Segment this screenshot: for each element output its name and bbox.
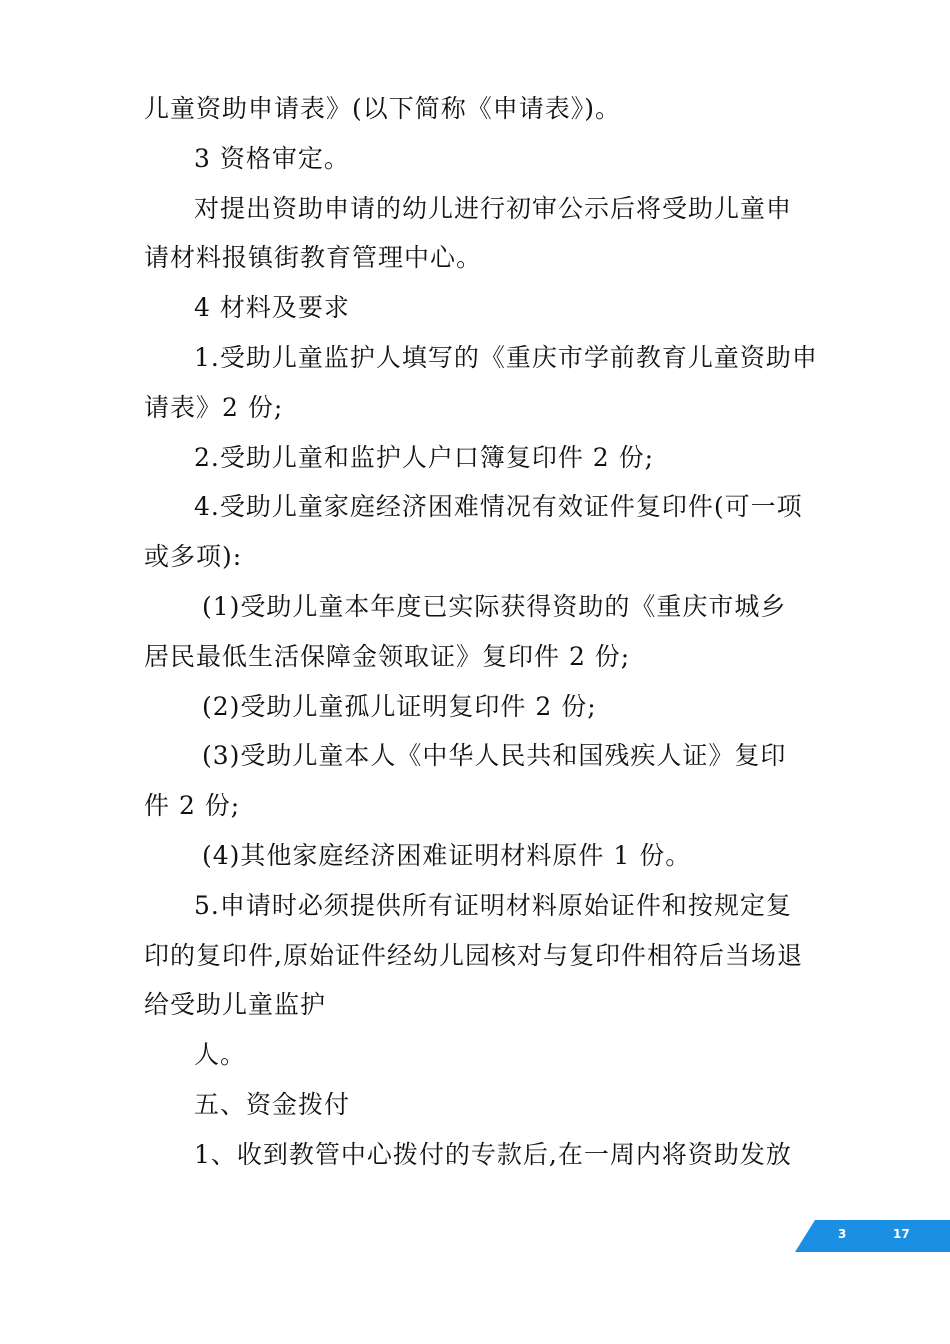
list-item-continuation: 印的复印件,原始证件经幼儿园核对与复印件相符后当场退 <box>144 940 803 970</box>
list-item: 2.受助儿童和监护人户口簿复印件 2 份; <box>194 442 655 472</box>
sub-list-item-continuation: 件 2 份; <box>144 791 241 821</box>
list-item-continuation: 或多项): <box>144 542 243 572</box>
list-item: 1、收到教管中心拨付的专款后,在一周内将资助发放 <box>194 1139 792 1169</box>
total-pages-number: 17 <box>893 1227 910 1241</box>
sub-list-item: (1)受助儿童本年度已实际获得资助的《重庆市城乡 <box>202 591 787 621</box>
document-body <box>144 94 818 1192</box>
sub-list-item: (3)受助儿童本人《中华人民共和国残疾人证》复印 <box>202 741 787 771</box>
paragraph-line: 儿童资助申请表》(以下简称《申请表》)。 <box>144 94 622 123</box>
section-heading: 3 资格审定。 <box>194 143 350 173</box>
paragraph-line: 对提出资助申请的幼儿进行初审公示后将受助儿童申 <box>194 193 793 223</box>
list-item: 1.受助儿童监护人填写的《重庆市学前教育儿童资助申 <box>194 342 818 372</box>
sub-list-item-continuation: 居民最低生活保障金领取证》复印件 2 份; <box>144 641 631 671</box>
sub-list-item: (4)其他家庭经济困难证明材料原件 1 份。 <box>202 840 692 870</box>
paragraph-line: 请材料报镇街教育管理中心。 <box>144 243 483 273</box>
current-page-number: 3 <box>838 1227 847 1241</box>
list-item-continuation: 给受助儿童监护 <box>144 990 327 1020</box>
list-item-continuation: 请表》2 份; <box>144 392 284 422</box>
list-item: 5.申请时必须提供所有证明材料原始证件和按规定复 <box>194 890 792 920</box>
section-heading: 五、资金拨付 <box>194 1089 351 1119</box>
list-item: 4.受助儿童家庭经济困难情况有效证件复印件(可一项 <box>194 492 803 522</box>
list-item-continuation: 人。 <box>194 1040 247 1070</box>
page-footer <box>0 1220 950 1252</box>
section-heading: 4 材料及要求 <box>194 293 350 323</box>
sub-list-item: (2)受助儿童孤儿证明复印件 2 份; <box>202 691 597 721</box>
page-number-banner <box>0 1220 950 1252</box>
